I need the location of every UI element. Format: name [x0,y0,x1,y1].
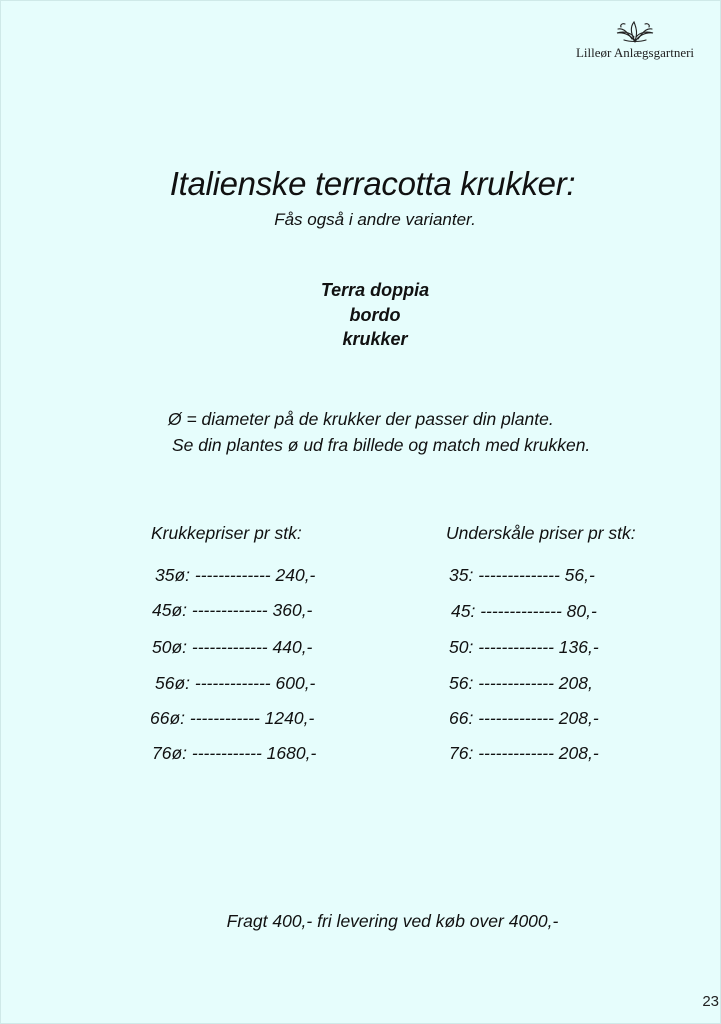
product-line: Terra doppia [320,280,430,300]
pot-price-row: 35ø: ------------- 240,- [155,565,316,585]
diameter-info [168,406,590,458]
shipping-note: Fragt 400,- fri levering ved køb over 4000,- [226,911,559,931]
saucer-price-row: 35: -------------- 56,- [449,565,595,585]
page-subtitle: Fås også i andre varianter. [274,210,476,229]
pot-price-row: 56ø: ------------- 600,- [155,673,316,693]
pot-price-row: 45ø: ------------- 360,- [152,600,313,620]
page-number: 23 [702,993,719,1010]
pot-prices-heading: Krukkepriser pr stk: [151,523,302,543]
pot-price-row: 76ø: ------------ 1680,- [152,743,317,763]
page-title: Italienske terracotta krukker: [169,165,576,202]
logo [560,20,710,70]
info-line: Se din plantes ø ud fra billede og match med krukken. [172,435,591,455]
product-line: krukker [342,329,408,349]
saucer-price-row: 45: -------------- 80,- [451,601,597,621]
lily-flower-icon [612,20,658,44]
pot-price-row: 50ø: ------------- 440,- [152,637,313,657]
saucer-price-row: 56: ------------- 208, [449,673,593,693]
product-name [0,278,721,352]
logo-text: Lilleør Anlægsgartneri [575,45,695,60]
saucer-price-row: 50: ------------- 136,- [449,637,599,657]
pot-price-row: 66ø: ------------ 1240,- [150,708,315,728]
saucer-prices-heading: Underskåle priser pr stk: [446,523,636,543]
saucer-price-row: 76: ------------- 208,- [449,743,599,763]
info-line: Ø = diameter på de krukker der passer din plante. [168,409,554,429]
product-line: bordo [349,304,401,325]
saucer-price-row: 66: ------------- 208,- [449,708,599,728]
